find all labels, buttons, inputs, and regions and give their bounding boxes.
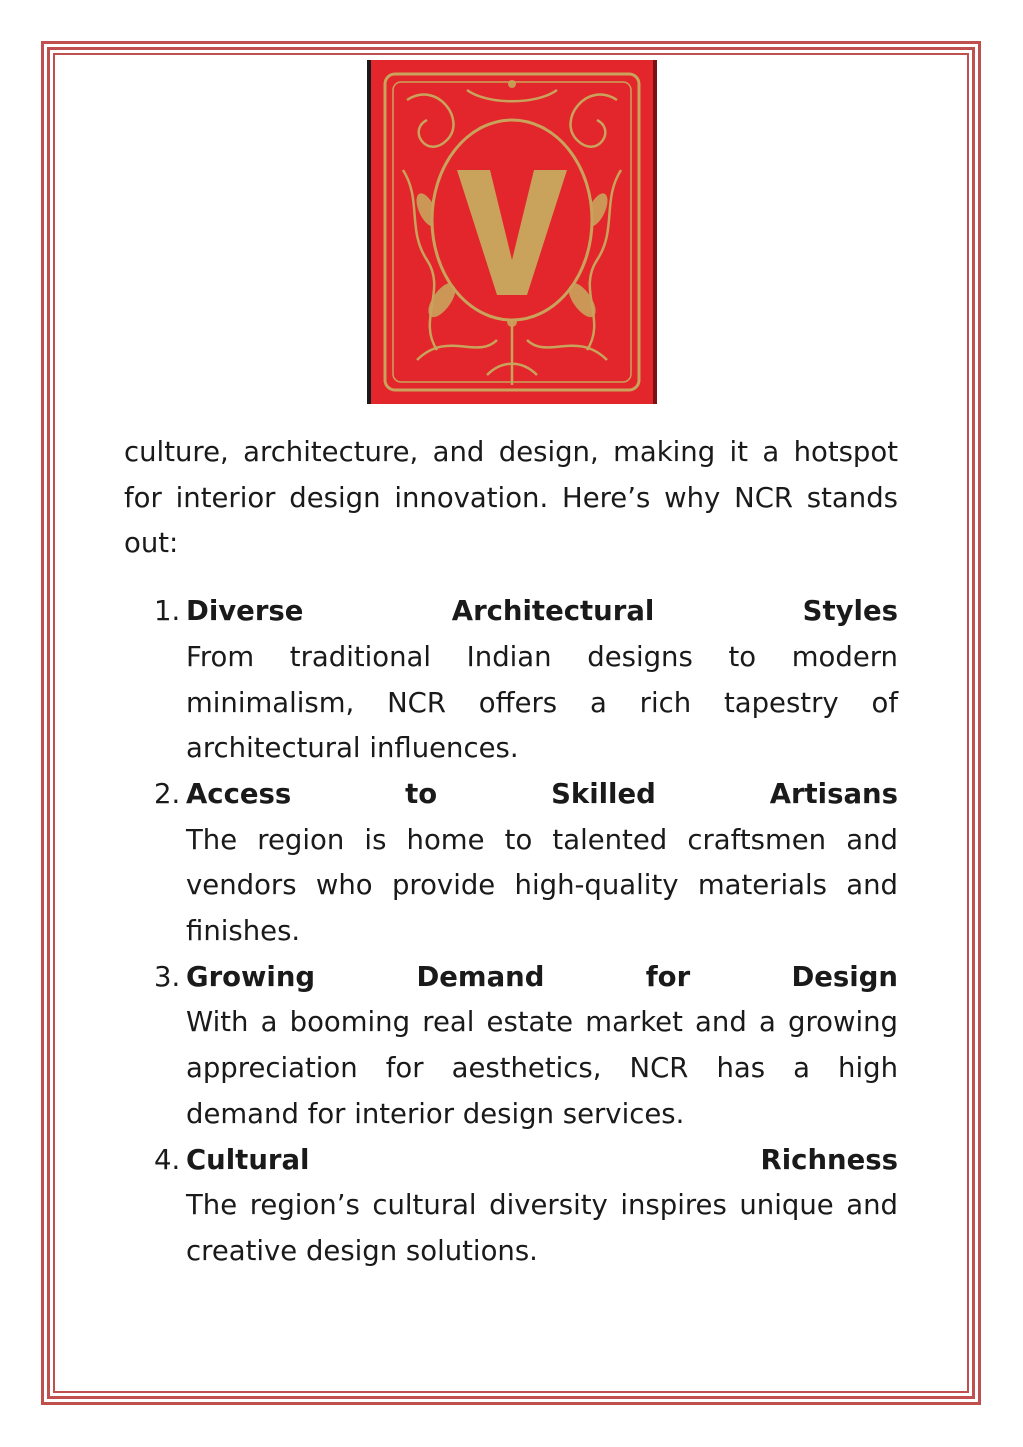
main-content [124,430,898,1275]
list-item-number: 4. [154,1143,181,1176]
list-item [124,772,898,955]
list-item [124,955,898,1138]
list-item-number: 1. [154,595,181,628]
v-monogram-icon [367,60,657,404]
list-item-heading: Cultural Richness [186,1143,898,1176]
list-item [124,589,898,772]
list-item-number: 3. [154,960,181,993]
list-item-description: The region is home to talented craftsmen and vendors who provide high-quality materials and finishes. [186,823,898,948]
list-item-description: With a booming real estate market and a growing appreciation for aesthetics, NCR has a high demand for interior design services. [186,1006,898,1130]
list-item-heading: Growing Demand for Design [186,960,898,993]
reasons-list [124,589,898,1275]
list-item [124,1138,898,1275]
list-item-description: From traditional Indian designs to modern minimalism, NCR offers a rich tapestry of architectural influences. [186,640,898,765]
list-item-heading: Access to Skilled Artisans [186,777,898,810]
list-item-description: The region’s cultural diversity inspires unique and creative design solutions. [186,1189,898,1267]
list-item-heading: Diverse Architectural Styles [186,595,898,628]
list-item-number: 2. [154,777,181,810]
brand-logo [367,60,657,404]
intro-paragraph: culture, architecture, and design, making it a hotspot for interior design innovation. Here’s why NCR stands out: [124,436,898,560]
